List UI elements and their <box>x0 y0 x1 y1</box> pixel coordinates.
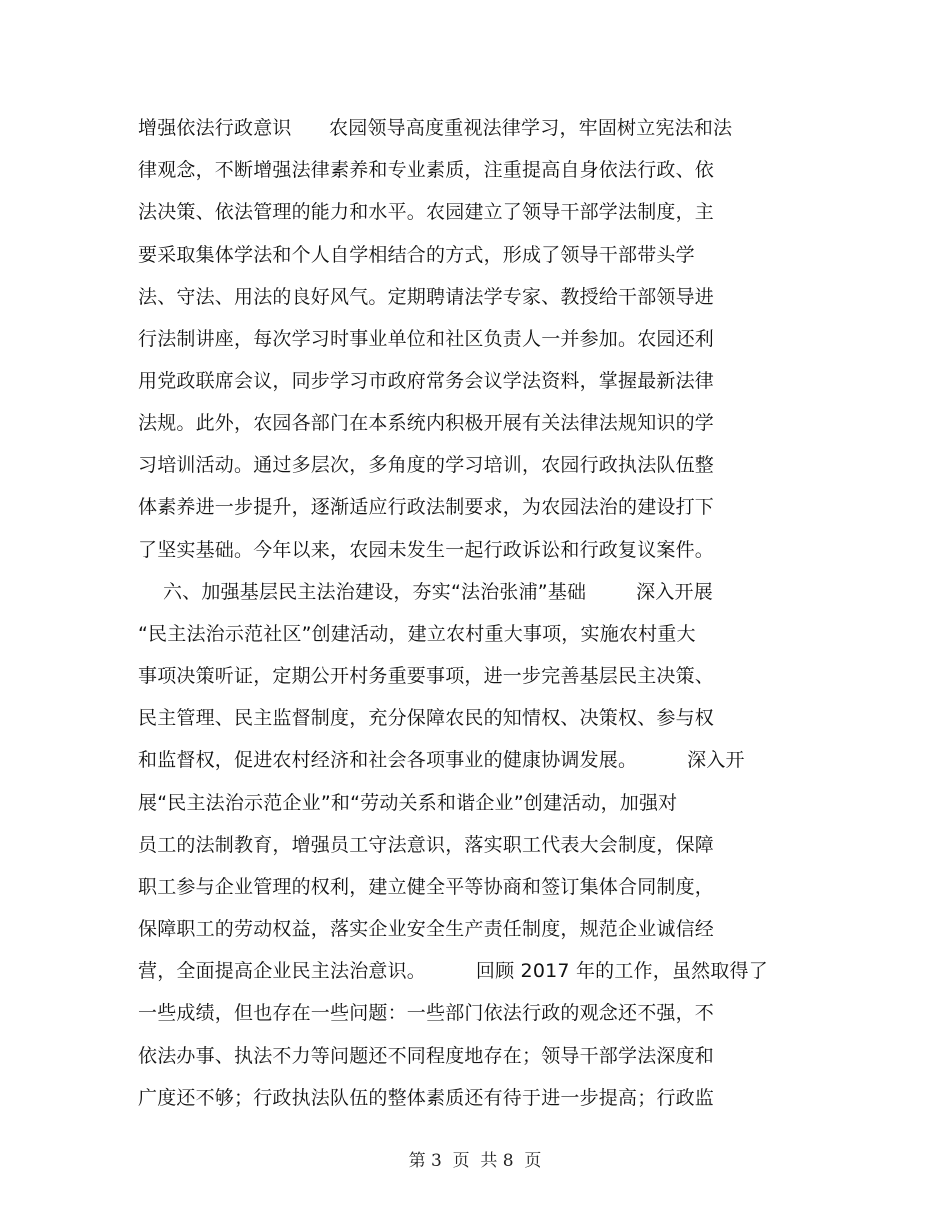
body-text-line: 法规。此外，农园各部门在本系统内积极开展有关法律法规知识的学 <box>138 412 715 434</box>
body-text-line: “民主法治示范社区”创建活动，建立农村重大事项，实施农村重大 <box>138 623 696 645</box>
body-text-line: 保障职工的劳动权益，落实企业安全生产责任制度，规范企业诚信经 <box>138 918 715 940</box>
body-text-line: 事项决策听证，定期公开村务重要事项，进一步完善基层民主决策、 <box>138 665 715 687</box>
body-text-line: 法、守法、用法的良好风气。定期聘请法学专家、教授给干部领导进 <box>138 286 715 308</box>
body-text-line: 广度还不够；行政执法队伍的整体素质还有待于进一步提高；行政监 <box>138 1087 715 1109</box>
page-number-footer: 第 3 页 共 8 页 <box>408 1151 542 1171</box>
body-text-line: 一些成绩，但也存在一些问题：一些部门依法行政的观念还不强，不 <box>138 1002 715 1024</box>
body-text-line: 律观念，不断增强法律素养和专业素质，注重提高自身依法行政、依 <box>138 159 715 181</box>
body-text-line: 增强依法行政意识 农园领导高度重视法律学习，牢固树立宪法和法 <box>138 117 733 139</box>
body-text-line: 民主管理、民主监督制度，充分保障农民的知情权、决策权、参与权 <box>138 707 715 729</box>
body-text-line: 体素养进一步提升，逐渐适应行政法制要求，为农园法治的建设打下 <box>138 496 715 518</box>
section-heading-line: 六、加强基层民主法治建设，夯实“法治张浦”基础 深入开展 <box>138 581 713 603</box>
body-text-line: 法决策、依法管理的能力和水平。农园建立了领导干部学法制度，主 <box>138 201 715 223</box>
body-text-line: 职工参与企业管理的权利，建立健全平等协商和签订集体合同制度， <box>138 876 715 898</box>
body-text-line: 行法制讲座，每次学习时事业单位和社区负责人一并参加。农园还利 <box>138 328 715 350</box>
body-text-line: 要采取集体学法和个人自学相结合的方式，形成了领导干部带头学 <box>138 244 695 266</box>
body-text-line: 依法办事、执法不力等问题还不同程度地存在；领导干部学法深度和 <box>138 1045 715 1067</box>
body-text-line: 员工的法制教育，增强员工守法意识，落实职工代表大会制度，保障 <box>138 834 715 856</box>
body-text-line: 和监督权，促进农村经济和社会各项事业的健康协调发展。 深入开 <box>138 749 745 771</box>
body-text-line: 展“民主法治示范企业”和“劳动关系和谐企业”创建活动，加强对 <box>138 792 678 814</box>
body-text-line: 营，全面提高企业民主法治意识。 回顾 2017 年的工作，虽然取得了 <box>138 960 768 982</box>
body-text-line: 习培训活动。通过多层次，多角度的学习培训，农园行政执法队伍整 <box>138 454 715 476</box>
body-text-line: 用党政联席会议，同步学习市政府常务会议学法资料，掌握最新法律 <box>138 370 715 392</box>
body-text-line: 了坚实基础。今年以来，农园未发生一起行政诉讼和行政复议案件。 <box>138 539 715 561</box>
